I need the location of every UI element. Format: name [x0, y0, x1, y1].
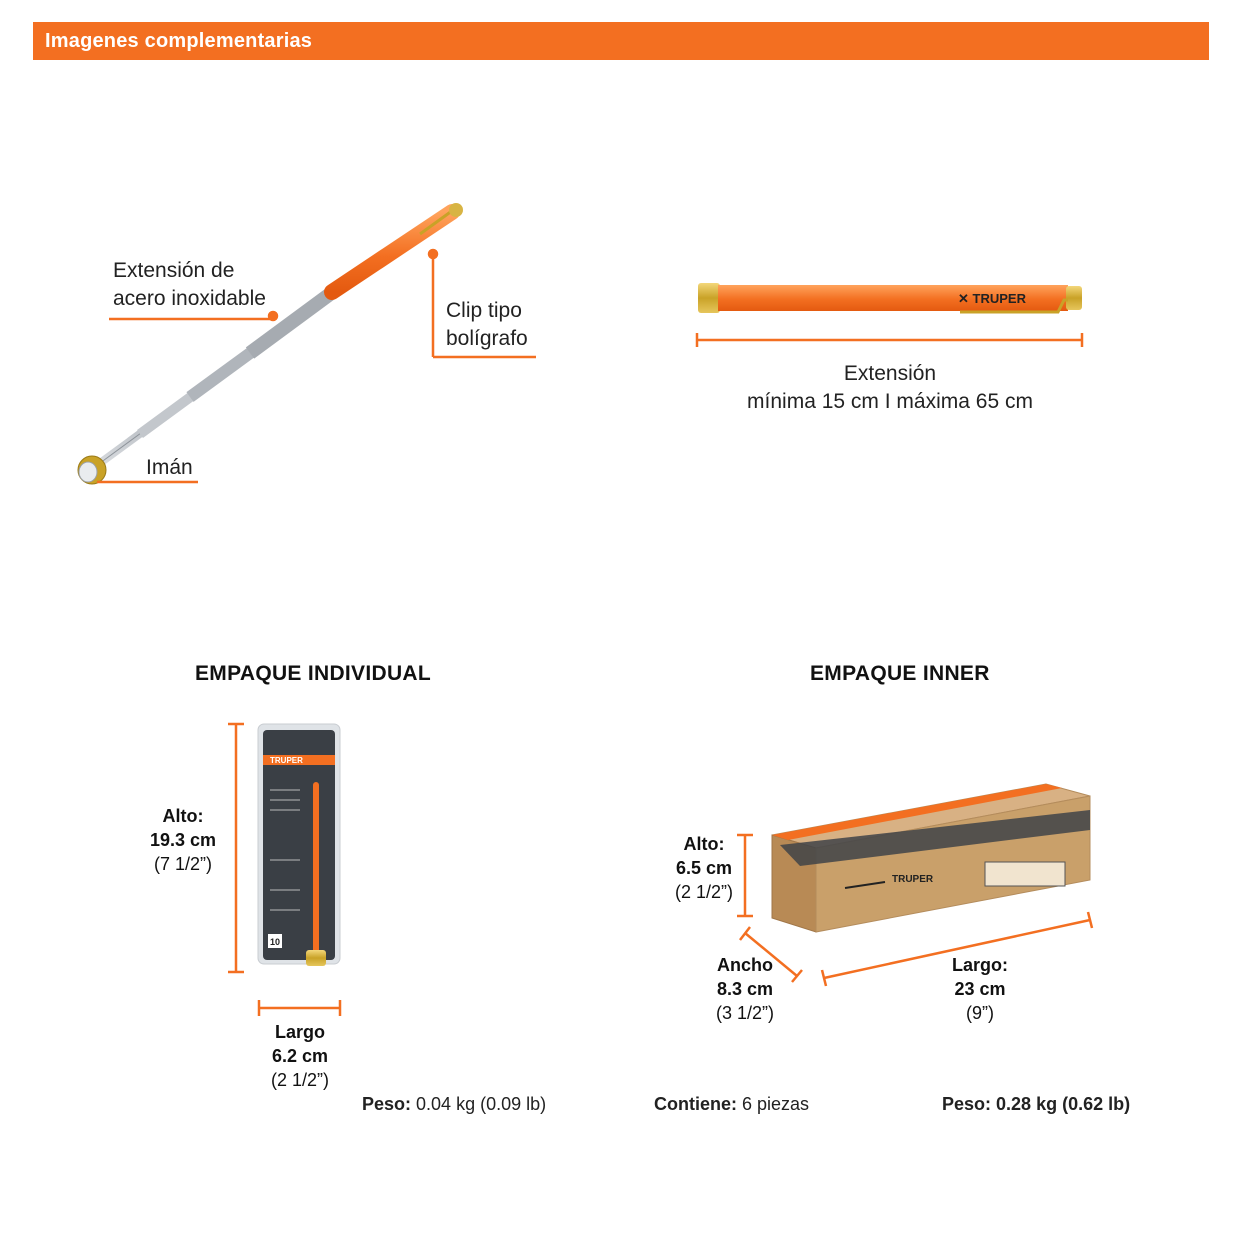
inner-box: [772, 784, 1090, 932]
clip-label: Clip tipo bolígrafo: [446, 299, 528, 350]
inner-ancho-value: 8.3 cm: [716, 979, 774, 999]
inner-alto-inch: (2 1/2”): [674, 882, 734, 902]
section-title: Imagenes complementarias: [45, 30, 313, 52]
individual-peso-value: 0.04 kg (0.09 lb): [411, 1094, 547, 1114]
individual-alto-inch: (7 1/2”): [153, 854, 213, 874]
inner-peso: [942, 1094, 1130, 1115]
inner-heading: EMPAQUE INNER: [810, 662, 990, 685]
inner-largo-label: Largo:: [952, 955, 1008, 975]
inner-largo-inch: (9”): [966, 1003, 994, 1023]
inner-alto-label: Alto:: [683, 834, 725, 854]
individual-heading: EMPAQUE INDIVIDUAL: [195, 662, 432, 685]
individual-peso: [362, 1094, 546, 1115]
individual-alto: [140, 804, 226, 876]
individual-largo-inch: (2 1/2”): [270, 1070, 330, 1090]
blister-card: [258, 724, 340, 966]
inner-alto: [664, 832, 744, 904]
inner-contiene-value: 6 piezas: [737, 1094, 810, 1114]
collapsed-pen: [698, 283, 1082, 313]
magnet-label: Imán: [146, 456, 193, 479]
individual-peso-label: Peso:: [362, 1094, 412, 1114]
svg-text:TRUPER: TRUPER: [892, 874, 934, 885]
pen-brand-text: ✕ TRUPER: [958, 291, 1026, 306]
inner-largo: [940, 953, 1020, 1025]
extension-title: Extensión: [843, 362, 937, 385]
extension-label: Extensión de acero inoxidable: [113, 259, 266, 310]
inner-ancho-inch: (3 1/2”): [715, 1003, 775, 1023]
inner-alto-value: 6.5 cm: [675, 858, 733, 878]
individual-largo-label: Largo: [274, 1022, 325, 1042]
inner-contiene-label: Contiene:: [654, 1094, 737, 1114]
individual-alto-label: Alto:: [162, 806, 204, 826]
extended-tool: [78, 203, 463, 484]
inner-peso-value: 0.28 kg (0.62 lb): [991, 1094, 1131, 1114]
inner-ancho-label: Ancho: [717, 955, 773, 975]
svg-text:TRUPER: TRUPER: [270, 756, 303, 765]
individual-largo-value: 6.2 cm: [271, 1046, 329, 1066]
inner-ancho: [700, 953, 790, 1025]
extension-range: mínima 15 cm I máxima 65 cm: [747, 390, 1033, 413]
svg-text:10: 10: [270, 937, 281, 947]
inner-contiene: [654, 1094, 809, 1115]
individual-alto-value: 19.3 cm: [149, 830, 217, 850]
inner-peso-label: Peso:: [942, 1094, 992, 1114]
individual-largo: [250, 1020, 350, 1092]
inner-largo-value: 23 cm: [954, 979, 1006, 999]
